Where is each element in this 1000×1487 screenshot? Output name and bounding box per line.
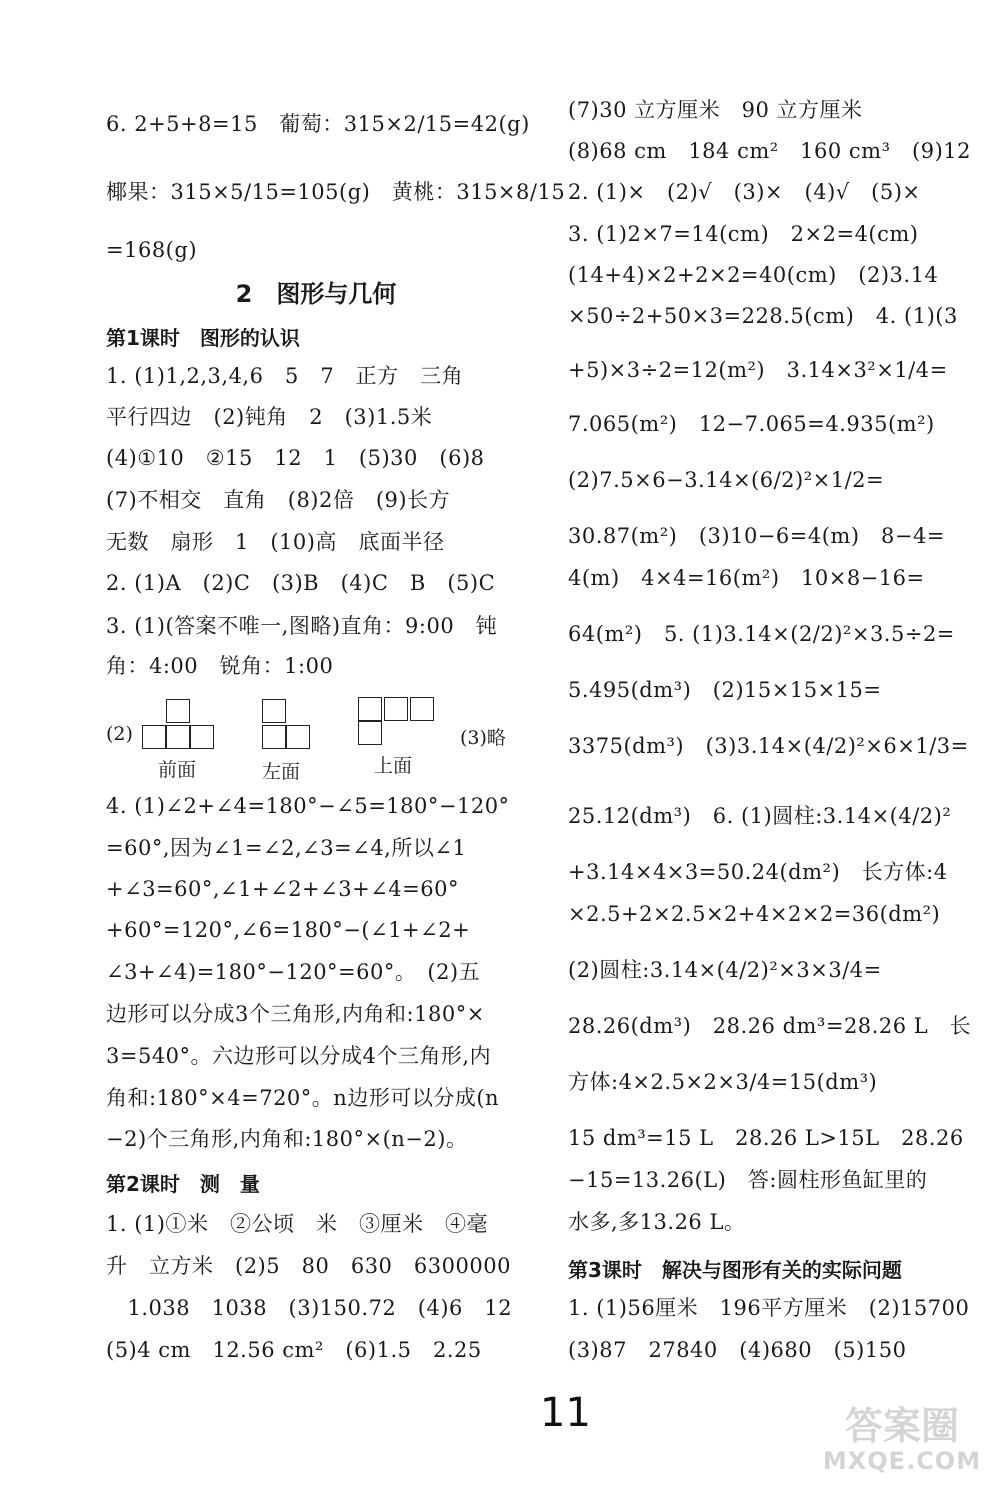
answer-line: 6. 2+5+8=15 葡萄：315×2/15=42(g)	[106, 112, 530, 136]
answer-line: 30.87(m²) (3)10−6=4(m) 8−4=	[568, 524, 945, 548]
answer-line: 1. (1)1,2,3,4,6 5 7 正方 三角	[106, 364, 464, 388]
watermark-logo	[822, 1395, 982, 1475]
answer-line: +5)×3÷2=12(m²) 3.14×3²×1/4=	[568, 358, 948, 382]
left-view-label: 左面	[262, 761, 301, 783]
page-number: 11	[540, 1390, 591, 1436]
answer-line: (7)30 立方厘米 90 立方厘米	[568, 98, 863, 122]
answer-line: 水多,多13.26 L。	[568, 1210, 746, 1234]
answer-line: ×2.5+2×2.5×2+4×2×2=36(dm²)	[568, 902, 941, 926]
answer-line: 无数 扇形 1 (10)高 底面半径	[106, 530, 445, 554]
lesson-title: 第1课时 图形的认识	[106, 326, 300, 350]
answer-line: 平行四边 (2)钝角 2 (3)1.5米	[106, 405, 433, 429]
answer-line: ∠3+∠4)=180°−120°=60°。 (2)五	[106, 960, 481, 984]
answer-line: 椰果：315×5/15=105(g) 黄桃：315×8/15	[106, 180, 566, 204]
answer-line: 1. (1)56厘米 196平方厘米 (2)15700	[568, 1296, 970, 1320]
left-view-grid	[262, 699, 318, 755]
answer-line: 25.12(dm³) 6. (1)圆柱:3.14×(4/2)²	[568, 804, 952, 828]
answer-line: (7)不相交 直角 (8)2倍 (9)长方	[106, 488, 451, 512]
front-view-label: 前面	[158, 759, 197, 781]
answer-line: (4)①10 ②15 12 1 (5)30 (6)8	[106, 446, 485, 470]
answer-line: 角：4:00 锐角：1:00	[106, 654, 334, 678]
answer-line: 15 dm³=15 L 28.26 L>15L 28.26	[568, 1126, 964, 1150]
answer-line: (2)7.5×6−3.14×(6/2)²×1/2=	[568, 468, 885, 492]
answer-line: 角和:180°×4=720°。n边形可以分成(n	[106, 1086, 500, 1110]
answer-line: (5)4 cm 12.56 cm² (6)1.5 2.25	[106, 1338, 482, 1362]
answer-line: ×50÷2+50×3=228.5(cm) 4. (1)(3	[568, 304, 958, 328]
answer-line: 2. (1)A (2)C (3)B (4)C B (5)C	[106, 571, 496, 595]
watermark-top: 答案圈	[844, 1404, 959, 1448]
answer-line: (14+4)×2+2×2=40(cm) (2)3.14	[568, 263, 939, 287]
answer-line: 3. (1)(答案不唯一,图略)直角：9:00 钝	[106, 614, 498, 638]
figure-suffix: (3)略	[460, 727, 506, 749]
answer-line: (2)圆柱:3.14×(4/2)²×3×3/4=	[568, 958, 882, 982]
answer-line: 4(m) 4×4=16(m²) 10×8−16=	[568, 566, 925, 590]
answer-line: +∠3=60°,∠1+∠2+∠3+∠4=60°	[106, 877, 459, 901]
answer-line: 3375(dm³) (3)3.14×(4/2)²×6×1/3=	[568, 734, 969, 758]
answer-line: +60°=120°,∠6=180°−(∠1+∠2+	[106, 918, 471, 942]
answer-line: 3. (1)2×7=14(cm) 2×2=4(cm)	[568, 222, 919, 246]
answer-line: 64(m²) 5. (1)3.14×(2/2)²×3.5÷2=	[568, 622, 955, 646]
watermark-bottom: MXQE.COM	[822, 1447, 982, 1475]
answer-line: 5.495(dm³) (2)15×15×15=	[568, 678, 882, 702]
front-view-grid	[140, 699, 220, 755]
lesson-title: 第3课时 解决与图形有关的实际问题	[568, 1258, 902, 1282]
answer-line: 1. (1)①米 ②公顷 米 ③厘米 ④毫	[106, 1212, 488, 1236]
answer-line: +3.14×4×3=50.24(dm²) 长方体:4	[568, 860, 948, 884]
answer-line: −15=13.26(L) 答:圆柱形鱼缸里的	[568, 1168, 928, 1192]
figure-prefix: (2)	[106, 723, 133, 745]
answer-line: 升 立方米 (2)5 80 630 6300000	[106, 1254, 511, 1278]
answer-line: 边形可以分成3个三角形,内角和:180°×	[106, 1002, 485, 1026]
answer-line: 4. (1)∠2+∠4=180°−∠5=180°−120°	[106, 794, 510, 818]
answer-line: =168(g)	[106, 238, 198, 262]
answer-line: 7.065(m²) 12−7.065=4.935(m²)	[568, 412, 935, 436]
answer-line: 1.038 1038 (3)150.72 (4)6 12	[106, 1296, 513, 1320]
top-view-grid	[358, 697, 438, 753]
lesson-title: 第2课时 测 量	[106, 1172, 260, 1196]
answer-line: (3)87 27840 (4)680 (5)150	[568, 1338, 907, 1362]
top-view-label: 上面	[374, 755, 413, 777]
answer-line: (8)68 cm 184 cm² 160 cm³ (9)12	[568, 139, 971, 163]
section-title: 2 图形与几何	[235, 280, 397, 308]
answer-line: 方体:4×2.5×2×3/4=15(dm³)	[568, 1070, 878, 1094]
answer-line: 28.26(dm³) 28.26 dm³=28.26 L 长	[568, 1014, 972, 1038]
answer-line: 2. (1)× (2)√ (3)× (4)√ (5)×	[568, 180, 921, 204]
three-views-figure	[106, 695, 526, 783]
answer-line: −2)个三角形,内角和:180°×(n−2)。	[106, 1127, 468, 1151]
answer-line: =60°,因为∠1=∠2,∠3=∠4,所以∠1	[106, 836, 467, 860]
answer-line: 3=540°。六边形可以分成4个三角形,内	[106, 1044, 492, 1068]
